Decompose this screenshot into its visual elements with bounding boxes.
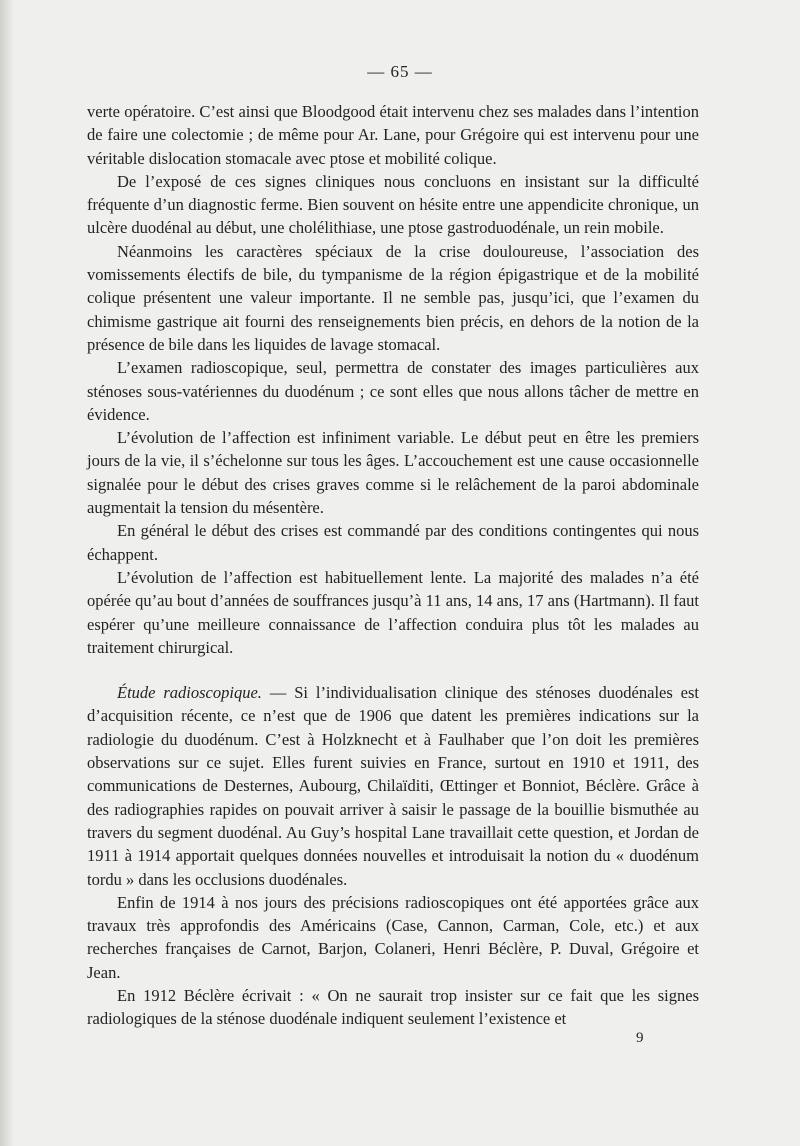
section-dash: —	[261, 683, 295, 703]
section-paragraph	[87, 681, 699, 891]
paragraph: L’examen radioscopique, seul, permettra de constater des images particulières aux sténoses sous-vatériennes du duodénum ; ce sont elles que nous allons tâcher de mettre en évidence.	[87, 358, 699, 424]
section-first-text: Si l’individualisation clinique des sténoses duodénales est d’acquisition récente, ce n’est que de 1906 que datent les premières indications sur la radiologie du duodénum. C’est à Holzknecht et à Faulhaber que l’on doit les premières observations sur ce sujet. Elles furent suivies en France, surtout en 1910 et 1911, des communications de Desternes, Aubourg, Chilaïditi, Œttinger et Bonniot, Béclère. Grâce à des radiographies rapides on pouvait arriver à saisir le passage de la bouillie bismuthée au travers du segment duodénal. Au Guy’s hospital Lane travaillait cette question, et Jordan de 1911 à 1914 apportait quelques données nouvelles et introduisait la notion du « duodénum tordu » dans les occlusions duodénales.	[87, 683, 699, 889]
body-text	[87, 100, 699, 1031]
section-heading: Étude radioscopique.	[117, 683, 262, 703]
paragraph: L’évolution de l’affection est habituellement lente. La majorité des malades n’a été opérée qu’au bout d’années de souffrances jusqu’à 11 ans, 14 ans, 17 ans (Hartmann). Il faut espérer qu’une meilleure connaissance de l’affection conduira plus tôt les malades au traitement chirurgical.	[87, 567, 699, 657]
paragraph: Néanmoins les caractères spéciaux de la crise douloureuse, l’association des vomissements électifs de bile, du tympanisme de la région épigastrique et de la mobilité colique présentent une valeur importante. Il ne semble pas, jusqu’ici, que l’examen du chimisme gastrique ait fourni des renseignements bien précis, en dehors de la notion de la présence de bile dans les liquides de lavage stomacal.	[87, 241, 699, 354]
paragraph: De l’exposé de ces signes cliniques nous concluons en insistant sur la difficulté fréquente d’un diagnostic ferme. Bien souvent on hésite entre une appendicite chronique, un ulcère duodénal au début, une cholélithiase, une ptose gastroduodénale, un rein mobile.	[87, 171, 699, 238]
paragraph: verte opératoire. C’est ainsi que Bloodgood était intervenu chez ses malades dans l’intention de faire une colectomie ; de même pour Ar. Lane, pour Grégoire qui est intervenu pour une véritable dislocation stomacale avec ptose et mobilité colique.	[87, 102, 699, 168]
signature-mark: 9	[636, 1030, 644, 1046]
paragraph: Enfin de 1914 à nos jours des précisions radioscopiques ont été apportées grâce aux travaux très approfondis des Américains (Case, Cannon, Carman, Cole, etc.) et aux recherches françaises de Carnot, Barjon, Colaneri, Henri Béclère, P. Duval, Grégoire et Jean.	[87, 892, 699, 982]
paragraph: En 1912 Béclère écrivait : « On ne saurait trop insister sur ce fait que les signes radiologiques de la sténose duodénale indiquent seulement l’existence et	[87, 985, 699, 1029]
paragraph: L’évolution de l’affection est infiniment variable. Le début peut en être les premiers jours de la vie, il s’échelonne sur tous les âges. L’accouchement est une cause occasionnelle signalée pour le début des crises graves comme si le relâchement de la paroi abdominale augmentait la tension du mésentère.	[87, 428, 699, 518]
page-number: — 65 —	[367, 62, 433, 81]
paragraph: En général le début des crises est commandé par des conditions contingentes qui nous échappent.	[87, 521, 699, 564]
